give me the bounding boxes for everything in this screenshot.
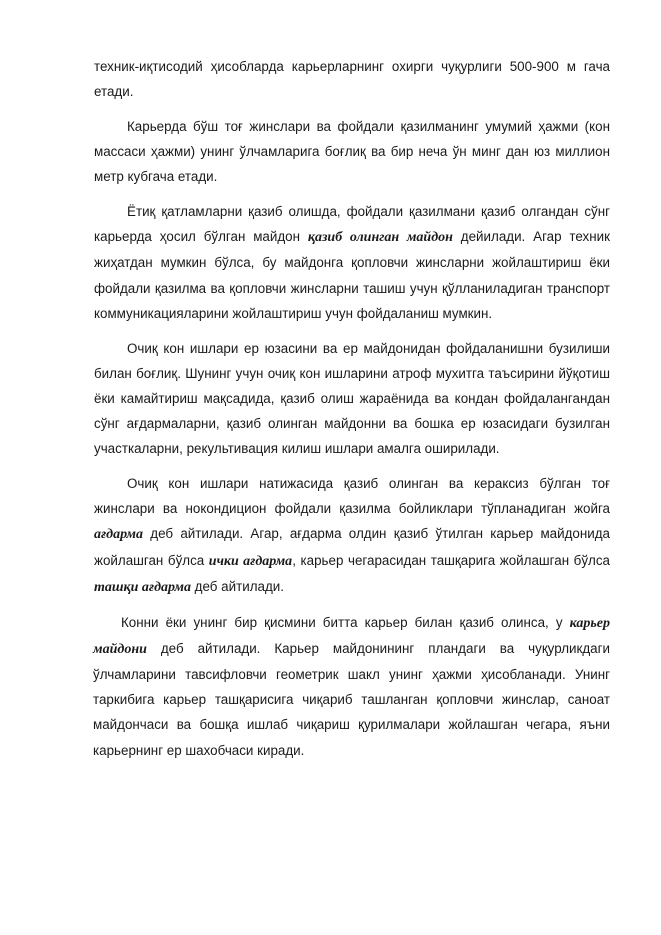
paragraph-text: Очиқ кон ишлари натижасида қазиб олинган ва кераксиз бўлган тоғ жинслари ва нокондицион фойдали қазилма бойликлари тўпланадиган жойга [94, 476, 610, 517]
paragraph-text: Карьерда бўш тоғ жинслари ва фойдали қазилманинг умумий ҳажми (кон массаси ҳажми) унинг ўлчамларига боғлиқ ва бир неча ўн минг дан юз миллион метр кубгача етади. [94, 118, 610, 185]
term-emphasis: қазиб олинган майдон [307, 230, 453, 246]
paragraph-text: деб айтилади. Агар, ағдарма олдин қазиб ўтилган карьер майдонида жойлашган бўлса [94, 526, 610, 568]
paragraph-text: деб айтилади. [190, 578, 284, 594]
paragraph-text: техник-иқтисодий ҳисобларда карьерларнинг охирги чуқурлиги 500-900 м гача етади. [94, 59, 610, 100]
term-emphasis: карьер майдони [93, 615, 610, 657]
paragraph-text: дейилади. Агар техник жиҳатдан мумкин бўлса, бу майдонга қопловчи жинсларни жойлаштириш ёки фойдали қазилма ва қопловчи жинсларни ташиш учун қўлланиладиган транспорт коммуникацияларини жойлаштириш учун фойдаланиш мумкин. [94, 229, 610, 321]
paragraph-text: деб айтилади. Карьер майдонининг пландаги ва чуқурликдаги ўлчамларини тавсифловчи геометрик шакл унинг ҳажми ҳисобланади. Унинг таркибига карьер ташқарисига чиқариб ташланган қопловчи жинслар, саноат майдончаси ва бошқа ишлаб чиқариш қурилмалари жойлашган чегара, яъни карьернинг ер шахобчаси киради. [93, 640, 610, 758]
paragraph-text: Очиқ кон ишлари ер юзасини ва ер майдонидан фойдаланишни бузилиши билан боғлиқ. Шунинг учун очиқ кон ишларини атроф мухитга таъсирини йўқотиш ёки камайтириш мақсадида, қазиб олиш жараёнида ва кондан фойдалангандан сўнг ағдармаларни, қазиб олинган майдонни ва бошка ер юзасидаги бузилган участкаларни, рекультивация килиш ишлари амалга оширилади. [94, 340, 610, 457]
term-emphasis: ички ағдарма [208, 553, 293, 569]
paragraph [94, 114, 610, 190]
paragraph-text: Конни ёки унинг бир қисмини битта карьер билан қазиб олинса, у [121, 614, 570, 630]
term-emphasis: ағдарма [94, 527, 144, 543]
paragraph [94, 54, 610, 104]
term-emphasis: ташқи ағдарма [94, 579, 191, 595]
paragraph [93, 610, 610, 763]
paragraph [94, 471, 610, 600]
paragraph-text: Ётиқ қатламларни қазиб олишда, фойдали қазилмани қазиб олгандан сўнг карьерда ҳосил бўлган майдон [94, 204, 610, 245]
paragraph-text: , карьер чегарасидан ташқарига жойлашган бўлса [292, 552, 610, 568]
paragraph [94, 336, 610, 462]
document-page [94, 54, 610, 772]
paragraph [94, 199, 610, 326]
